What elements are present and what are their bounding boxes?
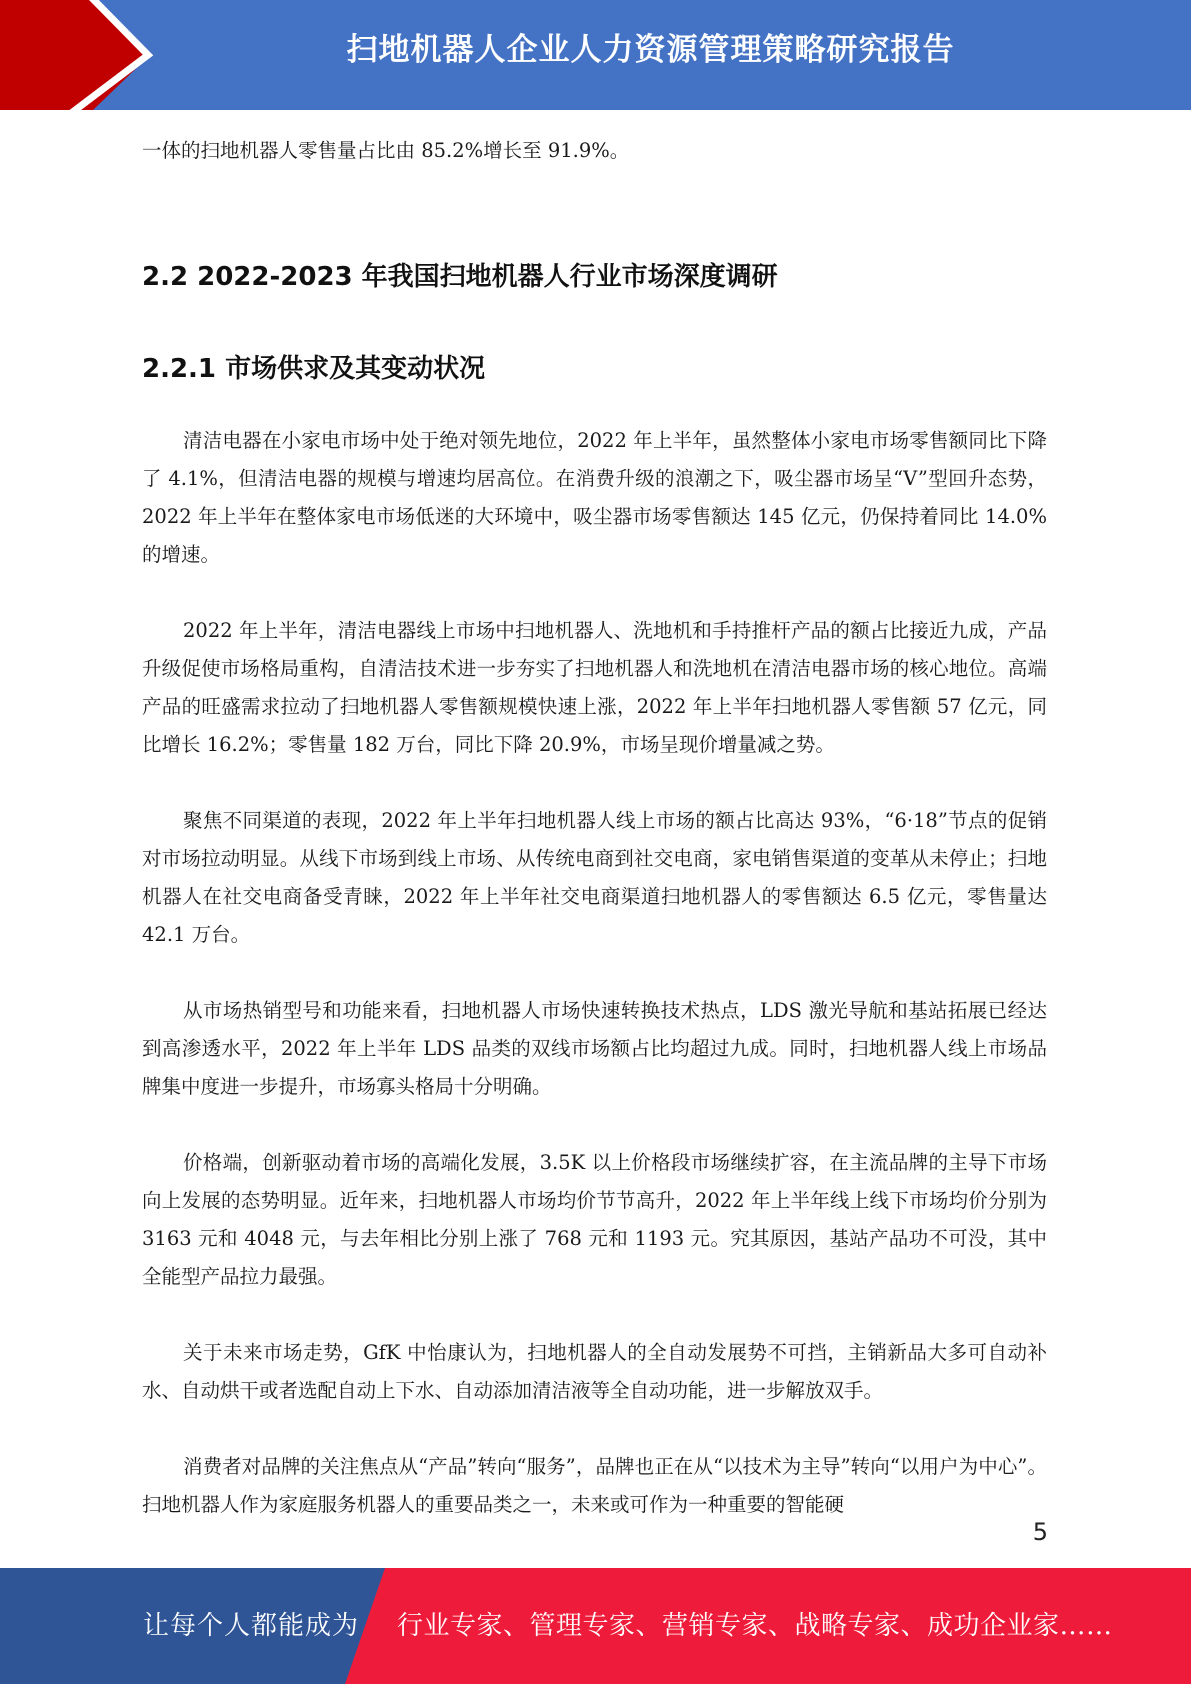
footer-slogan-right: 行业专家、管理专家、营销专家、战略专家、成功企业家……	[397, 1611, 1113, 1641]
chevron-arrow-icon	[0, 0, 170, 110]
paragraph: 价格端，创新驱动着市场的高端化发展，3.5K 以上价格段市场继续扩容，在主流品牌的主导下市场向上发展的态势明显。近年来，扫地机器人市场均价节节高升，2022 年上半年线上线下市场均价分别为 3163 元和 4048 元，与去年相比分别上涨了 768 元和 1193 元。究其原因，基站产品功不可没，其中全能型产品拉力最强。	[142, 1151, 1047, 1288]
section-heading-2-2: 2.2 2022-2023 年我国扫地机器人行业市场深度调研	[142, 262, 778, 292]
footer-slogan-left: 让每个人都能成为	[143, 1611, 360, 1641]
paragraph: 2022 年上半年，清洁电器线上市场中扫地机器人、洗地机和手持推杆产品的额占比接近九成，产品升级促使市场格局重构，自清洁技术进一步夯实了扫地机器人和洗地机在清洁电器市场的核心地位。高端产品的旺盛需求拉动了扫地机器人零售额规模快速上涨，2022 年上半年扫地机器人零售额 57 亿元，同比增长 16.2%；零售量 182 万台，同比下降 20.9%，市场呈现价增量减之势。	[142, 619, 1047, 756]
paragraph: 从市场热销型号和功能来看，扫地机器人市场快速转换技术热点，LDS 激光导航和基站拓展已经达到高渗透水平，2022 年上半年 LDS 品类的双线市场额占比均超过九成。同时，扫地机器人线上市场品牌集中度进一步提升，市场寡头格局十分明确。	[142, 999, 1047, 1098]
document-body	[142, 132, 1047, 1524]
page-number: 5	[1032, 1518, 1048, 1546]
report-title: 扫地机器人企业人力资源管理策略研究报告	[346, 32, 955, 68]
paragraph: 关于未来市场走势，GfK 中怡康认为，扫地机器人的全自动发展势不可挡，主销新品大多可自动补水、自动烘干或者选配自动上下水、自动添加清洁液等全自动功能，进一步解放双手。	[142, 1341, 1047, 1402]
footer-banner	[0, 1568, 1191, 1684]
paragraph: 聚焦不同渠道的表现，2022 年上半年扫地机器人线上市场的额占比高达 93%，“6·18”节点的促销对市场拉动明显。从线下市场到线上市场、从传统电商到社交电商，家电销售渠道的变革从未停止；扫地机器人在社交电商备受青睐，2022 年上半年社交电商渠道扫地机器人的零售额达 6.5 亿元，零售量达 42.1 万台。	[142, 809, 1047, 946]
section-heading-2-2-1: 2.2.1 市场供求及其变动状况	[142, 354, 486, 384]
intro-line: 一体的扫地机器人零售量占比由 85.2%增长至 91.9%。	[142, 139, 630, 162]
paragraph: 消费者对品牌的关注焦点从“产品”转向“服务”，品牌也正在从“以技术为主导”转向“以用户为中心”。扫地机器人作为家庭服务机器人的重要品类之一，未来或可作为一种重要的智能硬	[142, 1455, 1047, 1516]
header-banner	[0, 0, 1191, 110]
paragraph: 清洁电器在小家电市场中处于绝对领先地位，2022 年上半年，虽然整体小家电市场零售额同比下降了 4.1%，但清洁电器的规模与增速均居高位。在消费升级的浪潮之下，吸尘器市场呈“V”型回升态势，2022 年上半年在整体家电市场低迷的大环境中，吸尘器市场零售额达 145 亿元，仍保持着同比 14.0%的增速。	[142, 429, 1047, 566]
